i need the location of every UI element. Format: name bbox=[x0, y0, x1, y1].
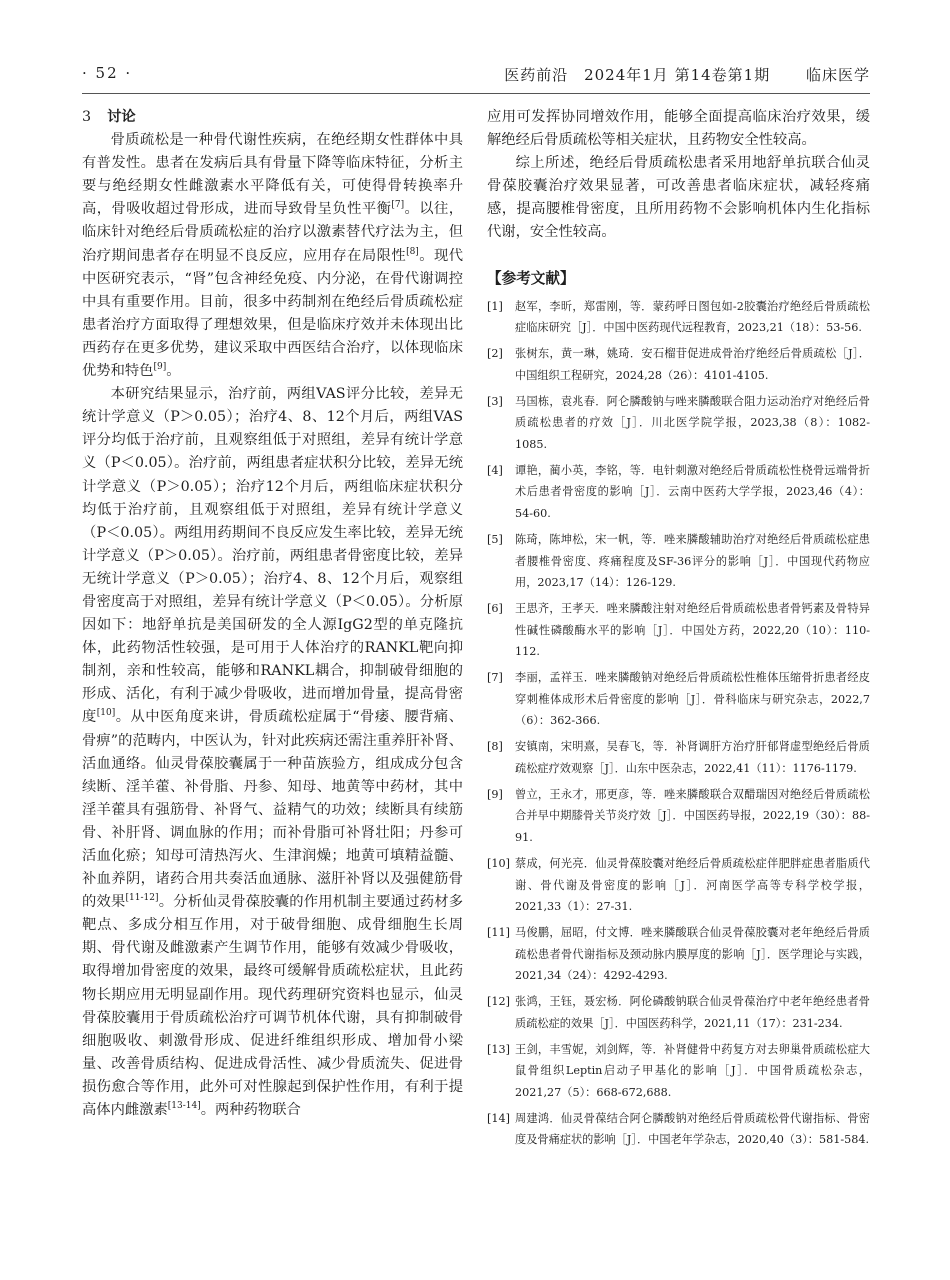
citation: [13-14] bbox=[167, 1101, 201, 1112]
left-column bbox=[82, 106, 463, 1122]
reference-text: 赵军，李昕，郑雷刚，等．蒙药呼日图包如-2胶囊治疗绝经后骨质疏松症临床研究［J］．中国中医药现代远程教育，2023,21（18）：53-56. bbox=[515, 299, 870, 335]
reference-item bbox=[487, 1039, 870, 1104]
reference-text: 王剑，丰雪妮，刘剑辉，等．补肾健骨中药复方对去卵巢骨质疏松症大鼠骨组织Leptin启动子甲基化的影响［J］．中国骨质疏松杂志，2021,27（5）：668-672,688. bbox=[515, 1042, 870, 1099]
header-rule bbox=[82, 93, 870, 94]
reference-item bbox=[487, 922, 870, 987]
page-number: · 52 · bbox=[82, 64, 133, 82]
reference-index: [8] bbox=[487, 740, 503, 754]
reference-index: [6] bbox=[487, 602, 503, 616]
section-number: 3 bbox=[82, 109, 92, 125]
reference-text: 陈琦，陈坤松，宋一帆，等．唑来膦酸辅助治疗对绝经后骨质疏松症患者腰椎骨密度、疼痛程度及SF-36评分的影响［J］．中国现代药物应用，2023,17（14）：126-129. bbox=[515, 533, 870, 590]
references-heading: 【参考文献】 bbox=[487, 269, 575, 287]
journal-issue: 2024年1月 第14卷第1期 bbox=[584, 66, 771, 84]
reference-text: 曾立，王永才，邢更彦，等．唑来膦酸联合双醋瑞因对绝经后骨质疏松合并早中期膝骨关节炎疗效［J］．中国医药导报，2022,19（30）：88-91. bbox=[515, 787, 870, 844]
reference-index: [7] bbox=[487, 671, 503, 685]
reference-item bbox=[487, 391, 870, 456]
reference-item bbox=[487, 1108, 870, 1151]
reference-item bbox=[487, 784, 870, 849]
reference-index: [5] bbox=[487, 533, 503, 547]
citation: [7] bbox=[391, 200, 405, 211]
journal-info bbox=[494, 64, 870, 85]
citation: [11-12] bbox=[125, 893, 159, 904]
section-title: 讨论 bbox=[107, 109, 136, 125]
reference-item bbox=[487, 529, 870, 594]
reference-index: [1] bbox=[487, 299, 503, 313]
reference-text: 李丽，孟祥玉．唑来膦酸钠对绝经后骨质疏松性椎体压缩骨折患者经皮穿刺椎体成形术后骨密度的影响［J］．骨科临床与研究杂志，2022,7（6）：362-366. bbox=[515, 671, 870, 728]
reference-item bbox=[487, 598, 870, 663]
reference-index: [14] bbox=[487, 1111, 510, 1125]
reference-item bbox=[487, 667, 870, 732]
journal-section: 临床医学 bbox=[805, 66, 870, 84]
right-column bbox=[487, 106, 870, 1155]
reference-text: 蔡成，何光亮．仙灵骨葆胶囊对绝经后骨质疏松症伴肥胖症患者脂质代谢、骨代谢及骨密度的影响［J］．河南医学高等专科学校学报，2021,33（1）：27-31. bbox=[515, 857, 870, 913]
reference-index: [11] bbox=[487, 926, 510, 940]
reference-text: 马国栋，袁兆春．阿仑膦酸钠与唑来膦酸联合阻力运动治疗对绝经后骨质疏松患者的疗效［J］．川北医学院学报，2023,38（8）：1082-1085. bbox=[515, 394, 870, 451]
reference-index: [4] bbox=[487, 463, 503, 477]
reference-item bbox=[487, 991, 870, 1034]
reference-index: [12] bbox=[487, 995, 510, 1009]
reference-text: 张树东，黄一琳，姚琦．安石榴苷促进成骨治疗绝经后骨质疏松［J］．中国组织工程研究，2024,28（26）：4101-4105. bbox=[515, 347, 870, 382]
conclusion-paragraph: 综上所述，绝经后骨质疏松患者采用地舒单抗联合仙灵骨葆胶囊治疗效果显著，可改善患者临床症状，减轻疼痛感，提高腰椎骨密度，且所用药物不会影响机体内生化指标代谢，安全性较高。 bbox=[487, 155, 870, 241]
reference-text: 谭艳，蔺小英，李铭，等．电针刺激对绝经后骨质疏松性桡骨远端骨折术后患者骨密度的影响［J］．云南中医药大学学报，2023,46（4）：54-60. bbox=[515, 463, 870, 520]
citation: [10] bbox=[96, 708, 116, 719]
reference-item bbox=[487, 736, 870, 779]
reference-index: [10] bbox=[487, 857, 510, 870]
reference-item bbox=[487, 343, 870, 386]
reference-index: [2] bbox=[487, 347, 503, 361]
body-paragraph-continued: 应用可发挥协同增效作用，能够全面提高临床治疗效果，缓解绝经后骨质疏松等相关症状，且药物安全性较高。 bbox=[487, 109, 870, 149]
reference-text: 马俊鹏，屈昭，付文博．唑来膦酸联合仙灵骨葆胶囊对老年绝经后骨质疏松患者骨代谢指标及颈动脉内膜厚度的影响［J］．医学理论与实践，2021,34（24）：4292-4293. bbox=[515, 926, 870, 983]
reference-text: 周建鸿．仙灵骨葆结合阿仑膦酸钠对绝经后骨质疏松骨代谢指标、骨密度及骨痛症状的影响［J］．中国老年学杂志，2020,40（3）：581-584. bbox=[515, 1111, 870, 1147]
reference-text: 王思齐，王孝天．唑来膦酸注射对绝经后骨质疏松患者骨钙素及骨特异性碱性磷酸酶水平的影响［J］．中国处方药，2022,20（10）：110-112. bbox=[515, 602, 870, 659]
page-header bbox=[82, 64, 870, 84]
citation: [9] bbox=[153, 362, 167, 373]
section-heading bbox=[82, 106, 463, 129]
journal-name: 医药前沿 bbox=[504, 66, 569, 84]
reference-list bbox=[487, 296, 870, 1151]
reference-item bbox=[487, 296, 870, 339]
reference-index: [3] bbox=[487, 394, 503, 408]
reference-index: [13] bbox=[487, 1042, 510, 1056]
citation: [8] bbox=[406, 246, 419, 257]
reference-item bbox=[487, 460, 870, 525]
reference-text: 安镇南，宋明熹，吴春飞，等．补肾调肝方治疗肝郁肾虚型绝经后骨质疏松症疗效观察［J］．山东中医杂志，2022,41（11）：1176-1179. bbox=[515, 740, 870, 775]
reference-text: 张鸿，王钰，聂宏杨．阿伦磷酸钠联合仙灵骨葆治疗中老年绝经患者骨质疏松症的效果［J］．中国医药科学，2021,11（17）：231-234. bbox=[515, 995, 870, 1030]
body-paragraph: 骨质疏松是一种骨代谢性疾病，在绝经期女性群体中具有普发性。患者在发病后具有骨量下降等临床特征，分析主要与绝经期女性雌激素水平降低有关，可使得骨转换率升高，骨吸收超过骨形成，进而导致骨呈负性平衡[7]。以往，临床针对绝经后骨质疏松症的治疗以激素替代疗法为主，但治疗期间患者存在明显不良反应，应用存在局限性[8]。现代中医研究表示，“肾”包含神经免疫、内分泌，在骨代谢调控中具有重要作用。目前，很多中药制剂在绝经后骨质疏松症患者治疗方面取得了理想效果，但是临床疗效并未体现出比西药存在更多优势，建议采取中西医结合治疗，以体现临床优势和特色[9]。 bbox=[82, 132, 464, 380]
body-paragraph: 本研究结果显示，治疗前，两组VAS评分比较，差异无统计学意义（P＞0.05）；治疗4、8、12个月后，两组VAS评分均低于治疗前，且观察组低于对照组，差异有统计学意义（P＜0.05）。治疗前，两组患者症状积分比较，差异无统计学意义（P＞0.05）；治疗12个月后，两组临床症状积分均低于治疗前，且观察组低于对照组，差异有统计学意义（P＜0.05）。两组用药期间不良反应发生率比较，差异无统计学意义（P＞0.05）。治疗前，两组患者骨密度比较，差异无统计学意义（P＞0.05）；治疗4、8、12个月后，观察组骨密度高于对照组，差异有统计学意义（P＜0.05）。分析原因如下：地舒单抗是美国研发的全人源IgG2型的单克隆抗体，此药物活性较强，是可用于人体治疗的RANKL靶向抑制剂，亲和性较高，能够和RANKL耦合，抑制破骨细胞的形成、活化，有利于减少骨吸收，进而增加骨量，提高骨密度[10]。从中医角度来讲，骨质疏松症属于“骨痿、腰背痛、骨痹”的范畴内，中医认为，针对此疾病还需注重养肝补肾、活血通络。仙灵骨葆胶囊属于一种苗族验方，组成成分包含续断、淫羊藿、补骨脂、丹参、知母、地黄等中药材，其中淫羊藿具有强筋骨、补肾气、益精气的功效；续断具有续筋骨、补肝肾、调血脉的作用；而补骨脂可补肾壮阳；丹参可活血化瘀；知母可清热泻火、生津润燥；地黄可填精益髓、补血养阴，诸药合用共奏活血通脉、滋肝补肾以及强健筋骨的效果[11-12]。分析仙灵骨葆胶囊的作用机制主要通过药材多靶点、多成分相互作用，对于破骨细胞、成骨细胞生长周期、骨代谢及雌激素产生调节作用，能够有效减少骨吸收，取得增加骨密度的效果，最终可缓解骨质疏松症状，且此药物长期应用无明显副作用。现代药理研究资料也显示，仙灵骨葆胶囊用于骨质疏松治疗可调节机体代谢，具有抑制破骨细胞吸收、刺激骨形成、促进纤维组织形成、增加骨小梁量、改善骨质结构、促进成骨活性、减少骨质流失、促进骨损伤愈合等作用，此外可对性腺起到保护性作用，有利于提高体内雌激素[13-14]。两种药物联合 bbox=[82, 386, 464, 1119]
reference-index: [9] bbox=[487, 787, 503, 801]
reference-item bbox=[487, 853, 870, 918]
